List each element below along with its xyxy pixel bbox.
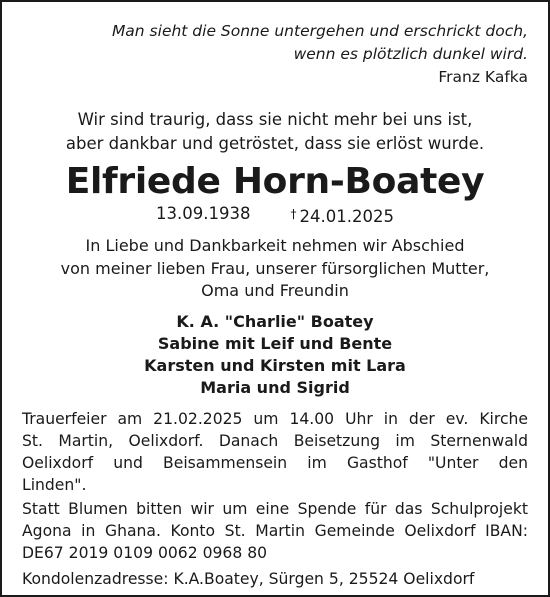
farewell-line: Oma und Freundin [201, 281, 349, 300]
service-line: Linden". [22, 475, 87, 494]
donation-info [22, 498, 528, 564]
quote-line: Man sieht die Sonne untergehen und erschrickt doch, [111, 22, 528, 40]
intro-line: Wir sind traurig, dass sie nicht mehr bei uns ist, [77, 110, 473, 129]
mourner: Karsten und Kirsten mit Lara [144, 355, 406, 375]
birth-date: 13.09.1938 [156, 204, 251, 223]
funeral-service-info [22, 408, 528, 496]
death-date-group [291, 203, 394, 228]
death-date: 24.01.2025 [299, 207, 394, 226]
farewell-line: von meiner lieben Frau, unserer fürsorglichen Mutter, [60, 258, 490, 278]
service-line: Trauerfeier am 21.02.2025 um 14.00 Uhr in der ev. Kirche [22, 409, 528, 428]
cross-icon: † [290, 207, 297, 221]
donation-line: Agona in Ghana. Konto St. Martin Gemeinde Oelixdorf IBAN: [22, 521, 528, 540]
quote-line: wenn es plötzlich dunkel wird. [293, 45, 528, 63]
condolence-address: Kondolenzadresse: K.A.Boatey, Sürgen 5, 25524 Oelixdorf [22, 569, 475, 588]
mourner: Maria und Sigrid [200, 377, 350, 397]
intro-text [22, 108, 528, 156]
farewell-text [22, 235, 528, 303]
life-dates [22, 203, 528, 228]
kafka-quote [22, 20, 528, 89]
farewell-line: In Liebe und Dankbarkeit nehmen wir Abschied [85, 236, 465, 255]
mourner: Sabine mit Leif und Bente [157, 333, 393, 353]
deceased-name: Elfriede Horn-Boatey [65, 161, 485, 202]
quote-author: Franz Kafka [438, 68, 528, 86]
donation-line: DE67 2019 0109 0062 0968 80 [22, 543, 268, 562]
service-line: St. Martin, Oelixdorf. Danach Beisetzung im Sternenwald [22, 431, 528, 450]
donation-line: Statt Blumen bitten wir um eine Spende für das Schulprojekt [22, 499, 528, 518]
intro-line: aber dankbar und getröstet, dass sie erlöst wurde. [65, 134, 485, 153]
service-line: Oelixdorf und Beisammensein im Gasthof "Unter den [22, 453, 528, 472]
mourners-list [22, 311, 528, 399]
mourner: K. A. "Charlie" Boatey [176, 311, 374, 331]
